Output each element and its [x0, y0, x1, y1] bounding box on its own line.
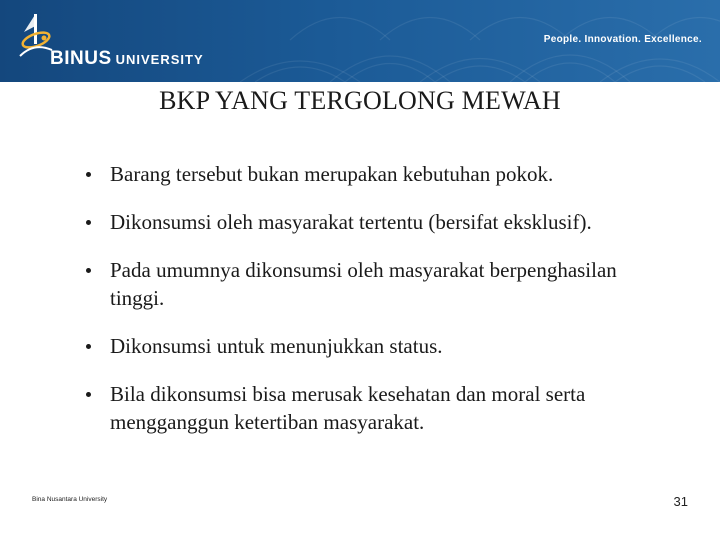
- bullet-text: Dikonsumsi untuk menunjukkan status.: [110, 334, 443, 358]
- bullet-dot-icon: [86, 172, 91, 177]
- bullet-text: Pada umumnya dikonsumsi oleh masyarakat berpenghasilan tinggi.: [110, 258, 617, 310]
- tagline: People. Innovation. Excellence.: [543, 34, 702, 45]
- bullet-item: [82, 256, 662, 312]
- bullet-text: Dikonsumsi oleh masyarakat tertentu (bersifat eksklusif).: [110, 210, 592, 234]
- logo-wordmark: [50, 48, 204, 70]
- bullet-item: [82, 208, 662, 236]
- bullet-list: [82, 160, 662, 456]
- bullet-dot-icon: [86, 392, 91, 397]
- logo-subtext: UNIVERSITY: [115, 52, 204, 67]
- slide-title: BKP YANG TERGOLONG MEWAH: [159, 86, 561, 115]
- header-banner: [0, 0, 720, 82]
- bullet-dot-icon: [86, 220, 91, 225]
- bullet-dot-icon: [86, 268, 91, 273]
- bullet-item: [82, 380, 662, 436]
- binus-logo[interactable]: [14, 12, 214, 74]
- bullet-text: Bila dikonsumsi bisa merusak kesehatan dan moral serta mengganggun ketertiban masyarakat.: [110, 382, 586, 434]
- bullet-text: Barang tersebut bukan merupakan kebutuhan pokok.: [110, 162, 554, 186]
- page-number: 31: [673, 494, 688, 509]
- bullet-item: [82, 160, 662, 188]
- footer-institution: Bina Nusantara University: [32, 496, 108, 503]
- bullet-dot-icon: [86, 344, 91, 349]
- bullet-item: [82, 332, 662, 360]
- logo-text: BINUS: [50, 48, 112, 69]
